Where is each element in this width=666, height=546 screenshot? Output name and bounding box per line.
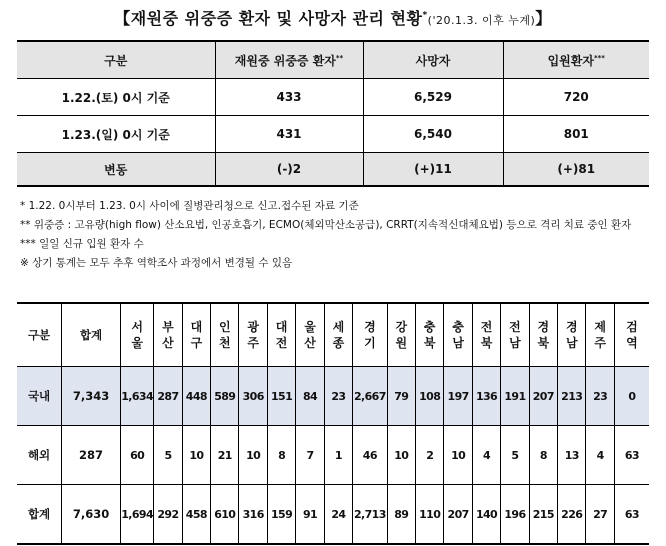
- region-char: 전: [480, 320, 493, 334]
- regional-table: [17, 302, 649, 545]
- regional-row-label: 국내: [17, 367, 62, 426]
- regional-cell: 1: [324, 426, 352, 485]
- regional-cell: 287: [154, 367, 182, 426]
- regional-cell: 4: [472, 426, 500, 485]
- regional-cell: 23: [586, 367, 614, 426]
- regional-row-total-value: 7,343: [62, 367, 121, 426]
- regional-cell: 60: [120, 426, 153, 485]
- regional-header-region: [501, 303, 529, 367]
- regional-cell: 191: [501, 367, 529, 426]
- footnote: * 1.22. 0시부터 1.23. 0시 사이에 질병관리청으로 신고.접수된 자료 기준: [20, 200, 359, 212]
- regional-cell: 4: [586, 426, 614, 485]
- regional-cell: 108: [416, 367, 444, 426]
- summary-header-critical: 재원중 위중증 환자**: [215, 41, 363, 79]
- region-char: 광: [247, 320, 259, 334]
- summary-diff-admitted: (+)81: [503, 153, 649, 187]
- region-char: 울: [131, 336, 143, 350]
- regional-cell: 5: [154, 426, 182, 485]
- summary-admitted: 801: [503, 116, 649, 153]
- region-char: 인: [218, 320, 231, 334]
- footnote: ※ 상기 통계는 모두 추후 역학조사 과정에서 변경될 수 있음: [20, 257, 293, 269]
- region-char: 천: [218, 336, 231, 350]
- regional-cell: 306: [239, 367, 267, 426]
- regional-header-region: [296, 303, 324, 367]
- regional-row-total: [17, 485, 649, 545]
- region-char: 검: [626, 320, 638, 334]
- regional-cell: 7: [296, 426, 324, 485]
- regional-cell: 448: [182, 367, 210, 426]
- regional-header-category: 구분: [17, 303, 62, 367]
- regional-cell: 140: [472, 485, 500, 545]
- regional-row-total-value: 287: [62, 426, 121, 485]
- regional-cell: 63: [614, 485, 649, 545]
- regional-row-label: 합계: [17, 485, 62, 545]
- summary-diff-row: [17, 153, 649, 187]
- regional-cell: 89: [387, 485, 415, 545]
- summary-deaths: 6,529: [363, 79, 503, 116]
- region-char: 구: [190, 336, 203, 350]
- region-char: 서: [131, 320, 143, 334]
- regional-cell: 136: [472, 367, 500, 426]
- regional-cell: 589: [211, 367, 239, 426]
- regional-cell: 226: [558, 485, 586, 545]
- regional-cell: 0: [614, 367, 649, 426]
- region-char: 세: [332, 320, 345, 334]
- region-char: 경: [565, 320, 578, 334]
- regional-header-total: 합계: [62, 303, 121, 367]
- regional-cell: 610: [211, 485, 239, 545]
- regional-header-region: [614, 303, 649, 367]
- summary-header-row: [17, 41, 649, 79]
- summary-table: [17, 40, 649, 187]
- regional-cell: 197: [444, 367, 472, 426]
- summary-critical: 433: [215, 79, 363, 116]
- summary-critical: 431: [215, 116, 363, 153]
- summary-header-category: 구분: [17, 41, 215, 79]
- regional-header-region: [239, 303, 267, 367]
- regional-cell: 110: [416, 485, 444, 545]
- regional-cell: 91: [296, 485, 324, 545]
- region-char: 북: [480, 336, 493, 350]
- region-char: 산: [304, 336, 316, 350]
- region-char: 충: [423, 320, 436, 334]
- regional-cell: 2,667: [353, 367, 388, 426]
- region-char: 강: [395, 320, 408, 334]
- regional-cell: 159: [267, 485, 295, 545]
- regional-cell: 207: [444, 485, 472, 545]
- summary-deaths: 6,540: [363, 116, 503, 153]
- regional-cell: 10: [387, 426, 415, 485]
- regional-cell: 8: [267, 426, 295, 485]
- regional-cell: 458: [182, 485, 210, 545]
- regional-cell: 46: [353, 426, 388, 485]
- region-char: 부: [162, 320, 174, 334]
- summary-diff-critical: (-)2: [215, 153, 363, 187]
- regional-row-overseas: [17, 426, 649, 485]
- regional-cell: 292: [154, 485, 182, 545]
- title-sup: *: [422, 10, 428, 21]
- region-char: 남: [509, 336, 521, 350]
- regional-cell: 5: [501, 426, 529, 485]
- region-char: 산: [162, 336, 174, 350]
- region-char: 북: [423, 336, 436, 350]
- summary-row: [17, 79, 649, 116]
- title-main: 【재원중 위중증 환자 및 사망자 관리 현황: [114, 9, 423, 28]
- region-char: 기: [364, 336, 376, 350]
- summary-header-deaths: 사망자: [363, 41, 503, 79]
- regional-header-region: [353, 303, 388, 367]
- regional-header-region: [558, 303, 586, 367]
- region-char: 종: [332, 336, 345, 350]
- regional-cell: 63: [614, 426, 649, 485]
- region-char: 경: [537, 320, 550, 334]
- regional-header-region: [529, 303, 557, 367]
- regional-cell: 10: [444, 426, 472, 485]
- regional-cell: 27: [586, 485, 614, 545]
- region-char: 제: [594, 320, 606, 334]
- regional-cell: 84: [296, 367, 324, 426]
- regional-header-region: [416, 303, 444, 367]
- region-char: 남: [452, 336, 464, 350]
- summary-row: [17, 116, 649, 153]
- summary-diff-label: 변동: [17, 153, 215, 187]
- regional-cell: 10: [182, 426, 210, 485]
- region-char: 전: [275, 336, 288, 350]
- regional-header-region: [154, 303, 182, 367]
- regional-cell: 79: [387, 367, 415, 426]
- region-char: 충: [452, 320, 464, 334]
- regional-cell: 2,713: [353, 485, 388, 545]
- regional-cell: 215: [529, 485, 557, 545]
- footnote: *** 일일 신규 입원 환자 수: [20, 238, 144, 250]
- region-char: 전: [509, 320, 521, 334]
- regional-row-total-value: 7,630: [62, 485, 121, 545]
- regional-cell: 151: [267, 367, 295, 426]
- regional-cell: 8: [529, 426, 557, 485]
- region-char: 남: [565, 336, 578, 350]
- regional-row-label: 해외: [17, 426, 62, 485]
- summary-row-label: 1.22.(토) 0시 기준: [17, 79, 215, 116]
- summary-diff-deaths: (+)11: [363, 153, 503, 187]
- regional-cell: 207: [529, 367, 557, 426]
- title-close: 】: [535, 9, 552, 28]
- regional-cell: 21: [211, 426, 239, 485]
- footnotes: [20, 197, 631, 273]
- summary-row-label: 1.23.(일) 0시 기준: [17, 116, 215, 153]
- title-note: ('20.1.3. 이후 누계): [427, 14, 536, 27]
- regional-header-region: [324, 303, 352, 367]
- region-char: 대: [190, 320, 203, 334]
- regional-cell: 213: [558, 367, 586, 426]
- regional-header-region: [444, 303, 472, 367]
- region-char: 대: [275, 320, 288, 334]
- regional-cell: 23: [324, 367, 352, 426]
- summary-admitted: 720: [503, 79, 649, 116]
- regional-cell: 13: [558, 426, 586, 485]
- region-char: 울: [304, 320, 316, 334]
- regional-cell: 316: [239, 485, 267, 545]
- regional-cell: 196: [501, 485, 529, 545]
- region-char: 경: [364, 320, 376, 334]
- region-char: 주: [594, 336, 606, 350]
- regional-header-region: [267, 303, 295, 367]
- summary-header-admitted: 입원환자***: [503, 41, 649, 79]
- regional-cell: 2: [416, 426, 444, 485]
- region-char: 주: [247, 336, 259, 350]
- regional-header-region: [472, 303, 500, 367]
- regional-cell: 10: [239, 426, 267, 485]
- regional-header-region: [120, 303, 153, 367]
- regional-header-region: [182, 303, 210, 367]
- regional-header-region: [211, 303, 239, 367]
- footnote: ** 위중증 : 고유량(high flow) 산소요법, 인공호흡기, ECMO(체외막산소공급), CRRT(지속적신대체요법) 등으로 격리 치료 중인 환자: [20, 219, 632, 231]
- page-title: [0, 6, 666, 29]
- regional-header-row: [17, 303, 649, 367]
- region-char: 북: [537, 336, 550, 350]
- regional-cell: 1,634: [120, 367, 153, 426]
- region-char: 원: [395, 336, 408, 350]
- regional-header-region: [387, 303, 415, 367]
- regional-cell: 24: [324, 485, 352, 545]
- regional-cell: 1,694: [120, 485, 153, 545]
- region-char: 역: [626, 336, 638, 350]
- regional-header-region: [586, 303, 614, 367]
- regional-row-domestic: [17, 367, 649, 426]
